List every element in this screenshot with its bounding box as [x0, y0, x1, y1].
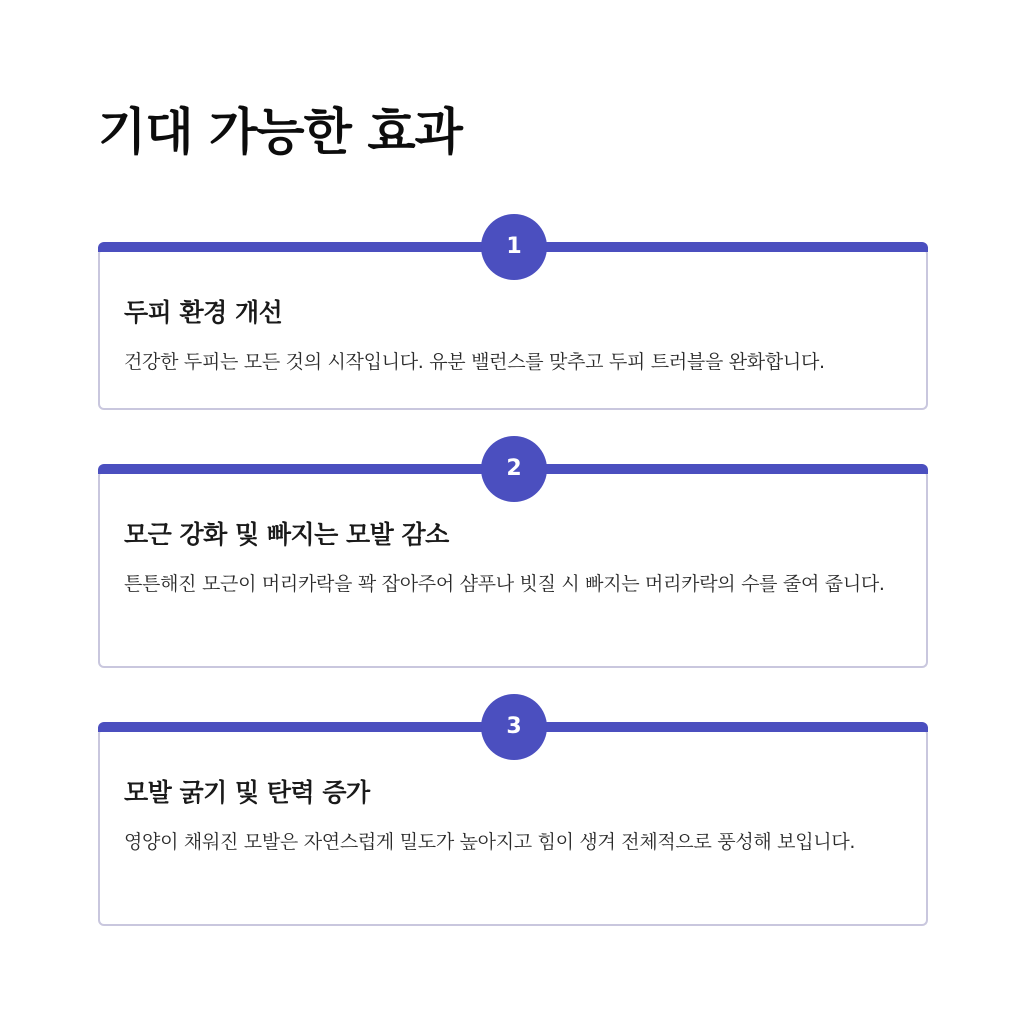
step-number-badge: 2 — [481, 436, 547, 502]
step-number-badge: 1 — [481, 214, 547, 280]
effect-card-1 — [98, 234, 928, 410]
step-number-badge: 3 — [481, 694, 547, 760]
page-title: 기대 가능한 효과 — [98, 103, 462, 161]
effect-card-3 — [98, 714, 928, 926]
card-description: 건강한 두피는 모든 것의 시작입니다. 유분 밸런스를 맞추고 두피 트러블을 완화합니다. — [124, 351, 825, 373]
card-title: 두피 환경 개선 — [124, 298, 283, 327]
card-description: 영양이 채워진 모발은 자연스럽게 밀도가 높아지고 힘이 생겨 전체적으로 풍성해 보입니다. — [124, 831, 856, 853]
card-title: 모근 강화 및 빠지는 모발 감소 — [124, 520, 449, 549]
effect-card-2 — [98, 456, 928, 668]
card-description: 튼튼해진 모근이 머리카락을 꽉 잡아주어 샴푸나 빗질 시 빠지는 머리카락의 수를 줄여 줍니다. — [124, 573, 885, 595]
card-title: 모발 굵기 및 탄력 증가 — [124, 778, 370, 807]
